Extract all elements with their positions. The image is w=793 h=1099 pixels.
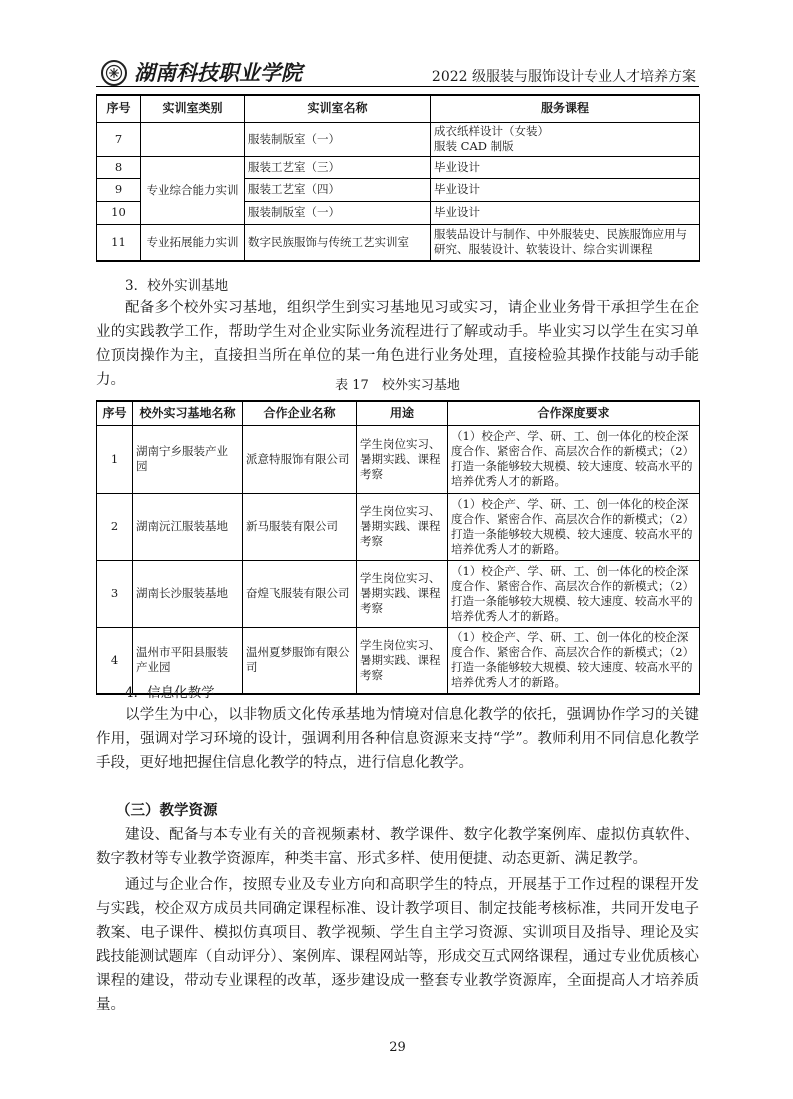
row-company: 奋煌飞服装有限公司 [243,560,357,627]
col-header-category: 实训室类别 [141,95,245,122]
row-company: 新马服装有限公司 [243,493,357,560]
row-requirement: （1）校企产、学、研、工、创一体化的校企深度合作、紧密合作、高层次合作的新模式；（2）打造一条能够较大规模、较大速度、较高水平的培养优秀人才的新路。 [448,493,700,560]
row-lab: 服装制版室（一） [245,122,431,156]
document-title: 2022 级服装与服饰设计专业人才培养方案 [431,69,696,85]
row-courses: 毕业设计 [431,201,700,224]
row-use: 学生岗位实习、暑期实践、课程考察 [357,425,448,493]
external-base-table [96,400,700,695]
row-base: 湖南宁乡服装产业园 [133,425,243,493]
row-no: 4 [97,627,133,694]
school-seal-icon [100,58,400,88]
row-requirement: （1）校企产、学、研、工、创一体化的校企深度合作、紧密合作、高层次合作的新模式；（2）打造一条能够较大规模、较大速度、较高水平的培养优秀人才的新路。 [448,560,700,627]
svg-text:湖南科技职业学院: 湖南科技职业学院 [134,60,302,85]
col-header-company: 合作企业名称 [243,401,357,425]
row-lab: 服装工艺室（四） [245,178,431,201]
paragraph: 以学生为中心，以非物质文化传承基地为情境对信息化教学的依托，强调协作学习的关键作用，强调对学习环境的设计，强调利用各种信息资源来支持“学”。教师利用不同信息化教学手段，更好地把握住信息化教学的特点，进行信息化教学。 [96,707,699,771]
col-header-no: 序号 [97,401,133,425]
section-heading: 3．校外实训基地 [125,278,229,294]
row-base: 湖南长沙服装基地 [133,560,243,627]
col-header-no: 序号 [97,95,141,122]
lab-table-header-row [97,95,700,122]
row-no: 1 [97,425,133,493]
col-header-lab-name: 实训室名称 [245,95,431,122]
header-rule [96,86,699,87]
row-base: 温州市平阳县服装产业园 [133,627,243,694]
page-number: 29 [389,1040,406,1055]
col-header-courses: 服务课程 [431,95,700,122]
table-row [97,224,700,261]
row-no: 2 [97,493,133,560]
row-base: 湖南沅江服装基地 [133,493,243,560]
row-lab: 服装制版室（一） [245,201,431,224]
row-use: 学生岗位实习、暑期实践、课程考察 [357,627,448,694]
col-header-use: 用途 [357,401,448,425]
row-use: 学生岗位实习、暑期实践、课程考察 [357,560,448,627]
section-heading-resources: （三）教学资源 [116,803,218,819]
row-courses: 毕业设计 [431,156,700,178]
row-courses: 服装品设计与制作、中外服装史、民族服饰应用与研究、服装设计、软装设计、综合实训课程 [431,224,700,261]
row-courses: 毕业设计 [431,178,700,201]
row-category: 专业综合能力实训 [141,156,245,224]
row-no: 9 [97,178,141,201]
row-category: 专业拓展能力实训 [141,224,245,261]
row-company: 温州夏梦服饰有限公司 [243,627,357,694]
table-row [97,156,700,178]
row-requirement: （1）校企产、学、研、工、创一体化的校企深度合作、紧密合作、高层次合作的新模式；（2）打造一条能够较大规模、较大速度、较高水平的培养优秀人才的新路。 [448,627,700,694]
paragraph: 建设、配备与本专业有关的音视频素材、教学课件、数字化教学案例库、虚拟仿真软件、数字教材等专业教学资源库，种类丰富、形式多样、使用便捷、动态更新、满足教学。 [96,827,699,867]
table-caption: 表 17 校外实习基地 [335,378,460,393]
section-heading: 4．信息化教学 [125,685,215,701]
col-header-requirement: 合作深度要求 [448,401,700,425]
row-lab: 数字民族服饰与传统工艺实训室 [245,224,431,261]
table-row [97,560,700,627]
row-company: 派意特服饰有限公司 [243,425,357,493]
row-use: 学生岗位实习、暑期实践、课程考察 [357,493,448,560]
course-line: 服装 CAD 制版 [434,139,514,153]
paragraph: 配备多个校外实习基地，组织学生到实习基地见习或实习，请企业业务骨干承担学生在企业的实践教学工作，帮助学生对企业实际业务流程进行了解或动手。毕业实习以学生在实习单位顶岗操作为主，直接担当所在单位的某一角色进行业务处理，直接检验其操作技能与动手能力。 [96,300,699,388]
row-no: 3 [97,560,133,627]
row-courses [431,122,700,156]
paragraph: 通过与企业合作，按照专业及专业方向和高职学生的特点，开展基于工作过程的课程开发与实践，校企双方成员共同确定课程标准、设计教学项目、制定技能考核标准，共同开发电子教案、电子课件、模拟仿真项目、教学视频、学生自主学习资源、实训项目及指导、理论及实践技能测试题库（自动评分）、案例库、课程网站等，形成交互式网络课程，通过专业优质核心课程的建设，带动专业课程的改革，逐步建设成一整套专业教学资源库，全面提高人才培养质量。 [96,877,699,1013]
table-row [97,425,700,493]
school-logo [100,58,400,88]
row-no: 8 [97,156,141,178]
course-line: 成衣纸样设计（女装） [434,124,549,138]
base-table-header-row [97,401,700,425]
table-row [97,493,700,560]
col-header-base: 校外实习基地名称 [133,401,243,425]
row-requirement: （1）校企产、学、研、工、创一体化的校企深度合作、紧密合作、高层次合作的新模式；（2）打造一条能够较大规模、较大速度、较高水平的培养优秀人才的新路。 [448,425,700,493]
lab-table [96,94,700,262]
table-row [97,122,700,156]
row-no: 7 [97,122,141,156]
row-no: 11 [97,224,141,261]
row-no: 10 [97,201,141,224]
row-category [141,122,245,156]
row-lab: 服装工艺室（三） [245,156,431,178]
